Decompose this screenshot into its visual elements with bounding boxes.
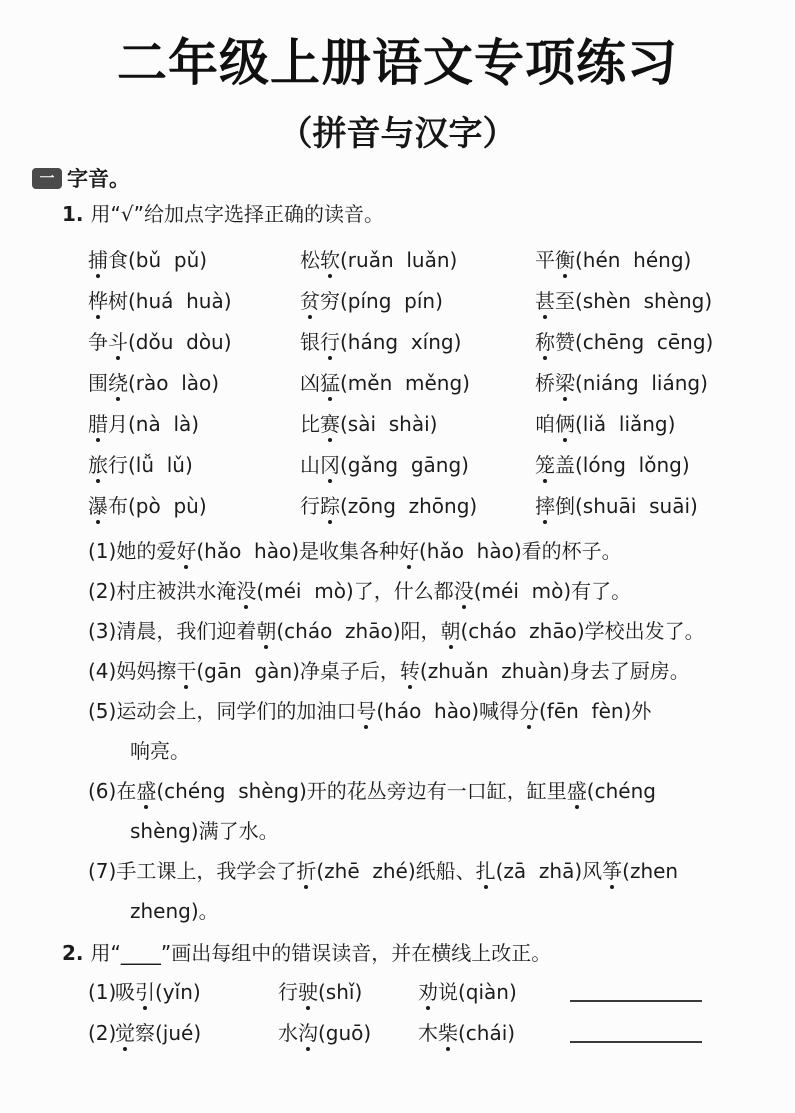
word-pinyin-choice [88,240,300,281]
word-pinyin-choice [88,322,300,363]
text-run: (6)在 [88,779,137,803]
text-run: (zhē zhé)纸船、 [316,859,476,883]
dotted-char: 劝 [418,980,438,1004]
correction-row [88,1014,795,1055]
word-pinyin-choice [535,322,795,363]
text-run: (dǒu dòu) [128,330,232,354]
text-run: (háo hào)喊得 [376,699,519,723]
text-run: 争 [88,330,108,354]
text-run: 咱 [535,412,555,436]
dotted-char: 腊 [88,412,108,436]
dotted-char: 斗 [108,330,128,354]
text-run: 食(bǔ pǔ) [108,248,208,272]
text-run: 行 [278,980,298,1004]
text-run: 桥 [535,371,555,395]
text-run: (zhen [622,859,679,883]
word-pinyin-choice [88,445,300,486]
text-run: (ruǎn luǎn) [340,248,458,272]
row-label: (1) [88,980,117,1004]
dotted-char: 没 [453,579,474,603]
text-run: (hén héng) [575,248,692,272]
page-title: 二年级上册语文专项练习 [117,35,678,91]
word-pinyin-choice [115,1014,201,1052]
text-run: (liǎ liǎng) [575,412,676,436]
word-pinyin-choice [535,486,795,527]
dotted-char: 衡 [555,248,575,272]
text-run: (gān gàn)净桌子后， [196,659,400,683]
dotted-char: 引 [135,980,155,1004]
word-pinyin-choice [418,1014,515,1052]
text-run: (zā zhā)风 [495,859,603,883]
text-run: (yǐn) [155,980,201,1004]
correction-row [88,973,795,1014]
text-run: (chái) [458,1021,516,1045]
dotted-char: 绕 [108,371,128,395]
word-pinyin-choice [535,445,795,486]
dotted-char: 踪 [320,494,340,518]
text-run: (4)妈妈擦 [88,659,177,683]
text-run: (niáng liáng) [575,371,708,395]
text-run: 平 [535,248,555,272]
text-run: (méi mò)了，什么都 [256,579,454,603]
text-run: 行 [300,494,320,518]
text-run: 比 [300,412,320,436]
sentence-line [88,851,795,891]
dotted-char: 驶 [298,980,318,1004]
text-run: (zōng zhōng) [340,494,478,518]
text-run: 凶 [300,371,320,395]
sentence-line [88,611,795,651]
text-run: 赞(chēng cēng) [555,330,714,354]
word-pinyin-choice [300,281,535,322]
row-label: (2) [88,1021,117,1045]
dotted-char: 好 [176,539,197,563]
sentence-line [88,771,795,811]
dotted-char: 桦 [88,289,108,313]
word-pinyin-choice [535,404,795,445]
word-pinyin-choice [278,973,362,1011]
text-run: (guō) [318,1021,372,1045]
word-pinyin-choice [88,404,300,445]
text-run: 树(huá huà) [108,289,232,313]
dotted-char: 转 [399,659,420,683]
text-run: 至(shèn shèng) [555,289,713,313]
dotted-char: 捕 [88,248,108,272]
word-pinyin-choice [278,1014,371,1052]
word-pinyin-choice [535,281,795,322]
dotted-char: 没 [236,579,257,603]
dotted-char: 俩 [555,412,575,436]
dotted-char: 筝 [602,859,623,883]
pinyin-choice-grid [88,240,795,527]
dotted-char: 扎 [475,859,496,883]
sentence-line [88,811,795,851]
text-run: 穷(píng pín) [320,289,443,313]
question-2-prompt [62,939,795,967]
text-run: (7)手工课上，我学会了 [88,859,297,883]
word-pinyin-choice [88,486,300,527]
text-run: 月(nà là) [108,412,200,436]
text-run: 响亮。 [130,739,190,763]
dotted-char: 摔 [535,494,555,518]
text-run: (cháo zhāo)学校出发了。 [460,619,705,643]
section-title: 字音。 [67,167,130,191]
word-pinyin-choice [300,445,535,486]
dotted-char: 冈 [320,453,340,477]
text-run: (3)清晨，我们迎着 [88,619,257,643]
text-run: (1)她的爱 [88,539,177,563]
text-run: zheng)。 [130,899,219,923]
text-run: (chéng [586,779,656,803]
correction-exercise-rows [88,973,795,1055]
sentence-line [88,571,795,611]
sentence-line [88,531,795,571]
dotted-char: 朝 [440,619,461,643]
text-run: (gǎng gāng) [340,453,469,477]
dotted-char: 笼 [535,453,555,477]
dotted-char: 号 [356,699,377,723]
text-run: (chéng shèng)开的花丛旁边有一口缸，缸里 [156,779,567,803]
text-run: (shǐ) [318,980,363,1004]
text-run: (cháo zhāo)阳， [276,619,441,643]
text-run: 木 [418,1021,438,1045]
answer-blank-line [570,1041,702,1043]
text-run: (hǎo hào)看的杯子。 [419,539,622,563]
text-run: 水 [278,1021,298,1045]
dotted-char: 盛 [136,779,157,803]
word-pinyin-choice [88,363,300,404]
dotted-char: 好 [399,539,419,563]
dotted-char: 折 [296,859,317,883]
text-run: 察(jué) [135,1021,202,1045]
dotted-char: 称 [535,330,555,354]
dotted-char: 瀑 [88,494,108,518]
dotted-char: 软 [320,248,340,272]
dotted-char: 盛 [566,779,587,803]
text-run: 盖(lóng lǒng) [555,453,690,477]
dotted-char: 赛 [320,412,340,436]
text-run: 吸 [115,980,135,1004]
text-run: shèng)满了水。 [130,819,279,843]
dotted-char: 分 [519,699,539,723]
word-pinyin-choice [115,973,201,1011]
dotted-char: 朝 [256,619,277,643]
sentence-line [88,891,795,931]
text-run: 围 [88,371,108,395]
text-run: 说(qiàn) [438,980,517,1004]
question-1-text: 用“√”给加点字选择正确的读音。 [90,202,384,226]
dotted-char: 沟 [298,1021,318,1045]
dotted-char: 觉 [115,1021,135,1045]
question-1-prompt [62,200,795,228]
answer-blank-line [570,1000,702,1002]
question-1-number: 1. [62,202,84,226]
word-pinyin-choice [300,240,535,281]
section-header [32,166,795,190]
word-pinyin-choice [88,281,300,322]
word-pinyin-choice [535,240,795,281]
text-run: 倒(shuāi suāi) [555,494,698,518]
text-run: (háng xíng) [340,330,462,354]
dotted-char: 猛 [320,371,340,395]
page-subtitle: （拼音与汉字） [278,114,517,154]
text-run: (méi mò)有了。 [473,579,632,603]
text-run: (sài shài) [340,412,438,436]
word-pinyin-choice [418,973,517,1011]
text-run: 银 [300,330,320,354]
sentence-line [88,731,795,771]
dotted-char: 旅 [88,453,108,477]
text-run: 山 [300,453,320,477]
word-pinyin-choice [300,486,535,527]
section-number-badge-icon [32,168,62,189]
text-run: 布(pò pù) [108,494,207,518]
word-pinyin-choice [535,363,795,404]
text-run: (fēn fèn)外 [539,699,652,723]
sentence-line [88,651,795,691]
text-run: (5)运动会上，同学们的加油口 [88,699,357,723]
dotted-char: 柴 [438,1021,458,1045]
text-run: (zhuǎn zhuàn)身去了厨房。 [419,659,690,683]
dotted-char: 甚 [535,289,555,313]
section-number: 一 [39,168,55,187]
text-run: 行(lǚ lǔ) [108,453,193,477]
dotted-char: 梁 [555,371,575,395]
sentence-exercises [88,531,795,931]
text-run: (měn měng) [340,371,470,395]
dotted-char: 贫 [300,289,320,313]
sentence-line [88,691,795,731]
dotted-char: 干 [176,659,197,683]
question-2-number: 2. [62,941,84,965]
text-run: (hǎo hào)是收集各种 [196,539,399,563]
word-pinyin-choice [300,363,535,404]
dotted-char: 行 [320,330,340,354]
text-run: (2)村庄被洪水淹 [88,579,237,603]
word-pinyin-choice [300,322,535,363]
word-pinyin-choice [300,404,535,445]
text-run: 松 [300,248,320,272]
text-run: (rào lào) [128,371,220,395]
question-2-text: 用“____”画出每组中的错误读音，并在横线上改正。 [90,941,552,965]
